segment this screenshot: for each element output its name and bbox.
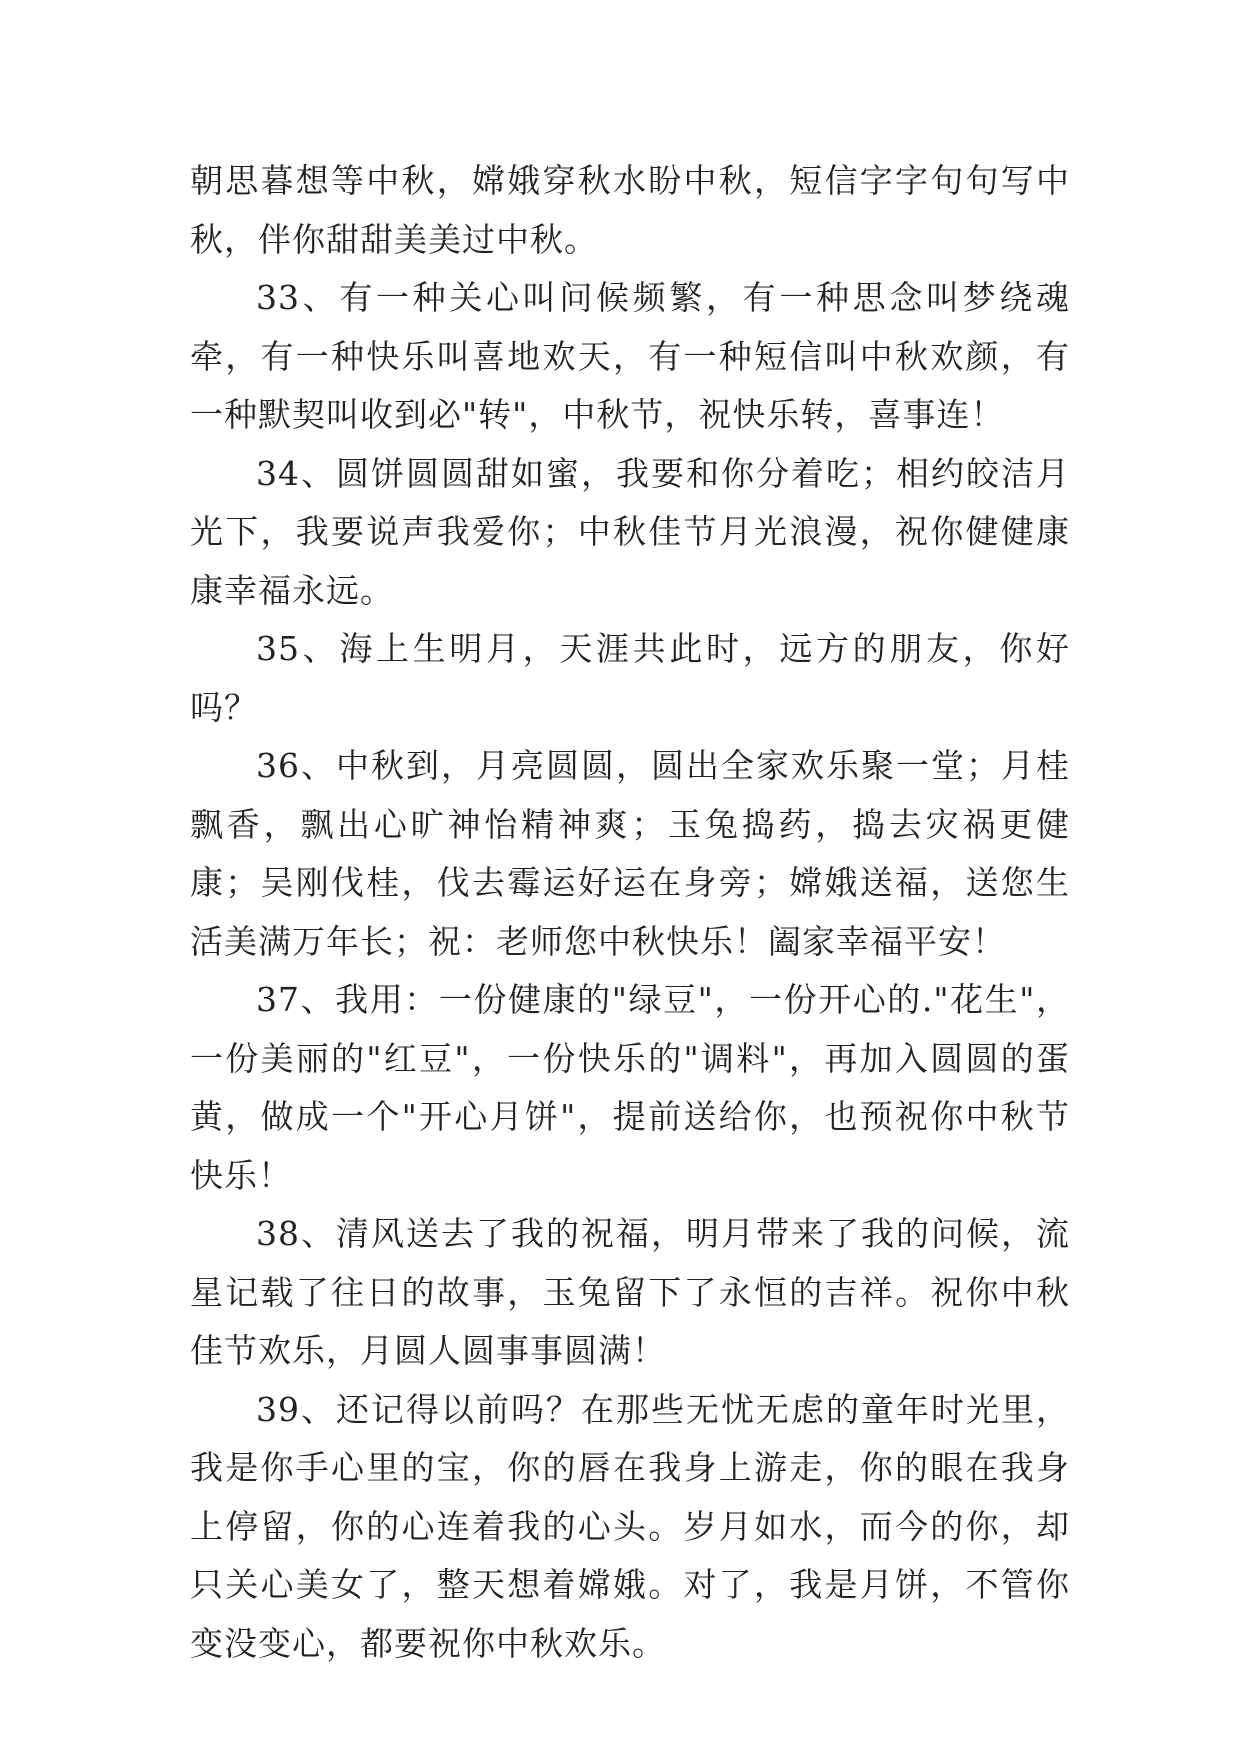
paragraph-34: 34、圆饼圆圆甜如蜜，我要和你分着吃；相约皎洁月光下，我要说声我爱你；中秋佳节月光浪漫，祝你健健康康幸福永远。 <box>190 453 1070 610</box>
paragraph-36: 36、中秋到，月亮圆圆，圆出全家欢乐聚一堂；月桂飘香，飘出心旷神怡精神爽；玉兔捣药，捣去灾祸更健康；吴刚伐桂，伐去霉运好运在身旁；嫦娥送福，送您生活美满万年长；祝：老师您中秋快乐！阖家幸福平安！ <box>190 746 1070 961</box>
paragraph-38: 38、清风送去了我的祝福，明月带来了我的问候，流星记载了往日的故事，玉兔留下了永恒的吉祥。祝你中秋佳节欢乐，月圆人圆事事圆满！ <box>190 1214 1070 1370</box>
paragraph-35: 35、海上生明月，天涯共此时，远方的朋友，你好吗？ <box>190 629 1070 727</box>
paragraph-37: 37、我用：一份健康的"绿豆"，一份开心的."花生"，一份美丽的"红豆"，一份快乐的"调料"，再加入圆圆的蛋黄，做成一个"开心月饼"，提前送给你，也预祝你中秋节快乐！ <box>190 980 1070 1195</box>
paragraph-33: 33、有一种关心叫问候频繁，有一种思念叫梦绕魂牵，有一种快乐叫喜地欢天，有一种短信叫中秋欢颜，有一种默契叫收到必"转"，中秋节，祝快乐转，喜事连！ <box>190 278 1070 434</box>
body-text <box>190 152 1070 1673</box>
paragraph-32-continued: 朝思暮想等中秋，嫦娥穿秋水盼中秋，短信字字句句写中秋，伴你甜甜美美过中秋。 <box>190 161 1070 259</box>
paragraph-39: 39、还记得以前吗？在那些无忧无虑的童年时光里，我是你手心里的宝，你的唇在我身上游走，你的眼在我身上停留，你的心连着我的心头。岁月如水，而今的你，却只关心美女了，整天想着嫦娥。对了，我是月饼，不管你变没变心，都要祝你中秋欢乐。 <box>190 1389 1070 1663</box>
